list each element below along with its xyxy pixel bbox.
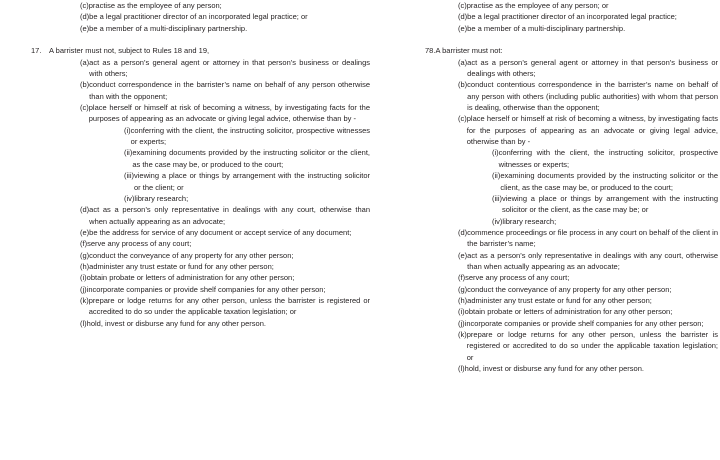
list-item xyxy=(360,57,720,80)
list-item xyxy=(360,79,720,113)
list-item-text: serve any process of any court; xyxy=(87,239,192,249)
list-item xyxy=(0,250,380,261)
list-item xyxy=(360,363,720,374)
sub-list-item xyxy=(360,170,720,193)
list-item-marker: (a) xyxy=(458,57,468,67)
list-item-text: conduct the conveyance of any property for any other person; xyxy=(89,250,294,260)
list-item-text: be a member of a multi-disciplinary partnership. xyxy=(467,23,626,33)
list-item xyxy=(0,295,380,318)
list-item xyxy=(0,261,380,272)
list-item-text: place herself or himself at risk of becoming a witness, by investigating facts for the purposes of appearing as an advocate or giving legal advice, otherwise than by - xyxy=(88,103,370,124)
list-item-text: conduct correspondence in the barrister’s name on behalf of any person otherwise than with the opponent; xyxy=(89,80,370,101)
sub-list-item xyxy=(0,170,380,193)
list-item-marker: (l) xyxy=(80,318,87,328)
rule-lead-in: A barrister must not, subject to Rules 18 and 19, xyxy=(49,46,210,56)
list-item xyxy=(360,113,720,147)
sub-list-item-text: examining documents provided by the instructing solicitor or the client, as the case may be, or produced to the court; xyxy=(132,148,370,169)
list-item-text: conduct the conveyance of any property for any other person; xyxy=(467,284,672,294)
list-item-text: place herself or himself at risk of becoming a witness, by investigating facts for the purposes of appearing as an advocate or giving legal advice, otherwise than by - xyxy=(466,114,718,147)
list-item xyxy=(0,238,380,249)
list-item xyxy=(0,204,380,227)
list-item xyxy=(360,250,720,273)
sub-list-item-marker: (iii) xyxy=(124,171,134,181)
rule-heading xyxy=(0,45,380,56)
list-item-marker: (c) xyxy=(80,103,89,113)
sub-list-item-marker: (iii) xyxy=(492,193,502,203)
list-item-marker: (h) xyxy=(458,295,468,305)
list-item-text: practise as the employee of any person; or xyxy=(466,1,609,10)
list-item-marker: (i) xyxy=(80,273,87,283)
list-item xyxy=(360,11,720,22)
sub-list-item-text: conferring with the client, the instructing solicitor, prospective witnesses or experts; xyxy=(498,148,718,169)
sub-list-item xyxy=(360,193,720,216)
list-item xyxy=(0,23,380,34)
sub-list-item-text: conferring with the client, the instructing solicitor, prospective witnesses or experts; xyxy=(130,125,370,147)
list-item-marker: (f) xyxy=(458,273,466,283)
list-item-text: act as a person’s only representative in dealings with any court, otherwise than when actually appearing as an advocate; xyxy=(89,205,370,226)
sub-list-item-text: viewing a place or things by arrangement with the instructing solicitor or the client; or xyxy=(134,171,370,192)
list-item-text: commence proceedings or file process in any court on behalf of the client in the barrister’s name; xyxy=(467,227,718,249)
list-item-text: obtain probate or letters of administration for any other person; xyxy=(86,273,295,283)
list-item-marker: (e) xyxy=(80,23,90,33)
list-item-text: act as a person’s general agent or attorney in that person’s business or dealings with others; xyxy=(89,57,370,79)
sub-list-item xyxy=(0,125,380,148)
list-item xyxy=(360,318,720,329)
sub-list-item-text: viewing a place or things by arrangement with the instructing solicitor or the client, as the case may be; or xyxy=(502,193,718,215)
list-item-marker: (h) xyxy=(80,261,90,271)
list-item-text: prepare or lodge returns for any other person, unless the barrister is registered or accredited to do so under the applicable taxation legislation; or xyxy=(88,295,370,317)
list-item xyxy=(360,295,720,306)
sub-list-item-text: examining documents provided by the instructing solicitor or the client, as the case may be, or produced to the court; xyxy=(500,171,718,192)
list-item xyxy=(0,272,380,283)
list-item-text: practise as the employee of any person; xyxy=(88,1,222,10)
list-item-marker: (b) xyxy=(80,80,90,90)
sub-list-item-marker: (i) xyxy=(492,148,499,158)
list-item xyxy=(360,329,720,363)
list-item-text: be the address for service of any document or accept service of any document; xyxy=(89,227,352,237)
list-item-marker: (l) xyxy=(458,364,465,373)
list-item-marker: (d) xyxy=(80,12,90,22)
list-item xyxy=(0,284,380,295)
list-item-text: administer any trust estate or fund for any other person; xyxy=(467,295,652,305)
list-item xyxy=(360,23,720,34)
list-item-text: be a legal practitioner director of an incorporated legal practice; xyxy=(467,12,677,22)
list-item xyxy=(360,0,720,11)
list-item-marker: (j) xyxy=(458,318,465,328)
list-item-text: incorporate companies or provide shelf companies for any other person; xyxy=(464,318,704,328)
sub-list-item xyxy=(0,193,380,204)
list-item-marker: (g) xyxy=(458,284,468,294)
list-item-marker: (k) xyxy=(80,295,89,305)
list-item-text: act as a person’s general agent or attorney in that person’s business or dealings with others; xyxy=(467,57,718,79)
list-item-marker: (e) xyxy=(458,23,468,33)
list-item xyxy=(0,227,380,238)
list-item-marker: (b) xyxy=(458,80,468,90)
list-item-text: act as a person’s only representative in dealings with any court, otherwise than when actually appearing as an advocate; xyxy=(467,250,718,271)
list-item-marker: (c) xyxy=(458,114,467,124)
list-item-text: hold, invest or disburse any fund for any other person. xyxy=(86,318,266,328)
list-item-text: incorporate companies or provide shelf companies for any other person; xyxy=(86,284,326,294)
paragraph-gap xyxy=(0,34,380,45)
list-item-text: be a legal practitioner director of an incorporated legal practice; or xyxy=(89,12,308,22)
rule-lead-in: A barrister must not: xyxy=(435,46,503,56)
list-item xyxy=(0,11,380,22)
sub-list-item-marker: (i) xyxy=(124,125,131,135)
list-item-marker: (i) xyxy=(458,307,465,317)
list-item-marker: (d) xyxy=(458,227,468,237)
list-item xyxy=(0,318,380,329)
rule-number: 17. xyxy=(31,46,42,56)
sub-list-item xyxy=(0,147,380,170)
list-item-marker: (e) xyxy=(458,250,468,260)
list-item-marker: (f) xyxy=(80,239,88,249)
list-item-text: prepare or lodge returns for any other person, unless the barrister is registered or accredited to do so under the applicable taxation legislation; or xyxy=(466,329,718,362)
list-item xyxy=(360,272,720,283)
sub-list-item-text: library research; xyxy=(134,193,189,203)
rule-number: 78. xyxy=(425,46,436,56)
list-item-text: conduct contentious correspondence in the barrister’s name on behalf of any person with others (including public authorities) with whom that person is dealing, otherwise than the opponent; xyxy=(467,80,718,113)
list-item-marker: (k) xyxy=(458,329,467,339)
list-item xyxy=(0,102,380,125)
list-item xyxy=(0,0,380,11)
list-item-text: administer any trust estate or fund for any other person; xyxy=(89,261,274,271)
list-item-marker: (c) xyxy=(458,1,467,10)
list-item-marker: (j) xyxy=(80,284,87,294)
column-left xyxy=(0,0,380,329)
paragraph-gap xyxy=(360,34,720,45)
sub-list-item-marker: (ii) xyxy=(124,148,133,158)
sub-list-item-marker: (iv) xyxy=(124,193,135,203)
list-item xyxy=(360,306,720,317)
sub-list-item xyxy=(360,147,720,170)
list-item xyxy=(0,79,380,102)
list-item-marker: (d) xyxy=(80,205,90,215)
list-item-marker: (a) xyxy=(80,57,90,67)
list-item-text: serve any process of any court; xyxy=(465,273,570,283)
list-item-marker: (g) xyxy=(80,250,90,260)
list-item xyxy=(0,57,380,80)
list-item-marker: (d) xyxy=(458,12,468,22)
sub-list-item xyxy=(360,216,720,227)
list-item-marker: (c) xyxy=(80,1,89,10)
sub-list-item-marker: (ii) xyxy=(492,171,501,181)
list-item-marker: (e) xyxy=(80,227,90,237)
list-item-text: hold, invest or disburse any fund for any other person. xyxy=(464,364,644,373)
list-item-text: obtain probate or letters of administration for any other person; xyxy=(464,307,673,317)
column-right xyxy=(360,0,720,374)
sub-list-item-text: library research; xyxy=(502,216,557,226)
sub-list-item-marker: (iv) xyxy=(492,216,503,226)
list-item xyxy=(360,284,720,295)
rule-heading xyxy=(360,45,720,56)
list-item xyxy=(360,227,720,250)
list-item-text: be a member of a multi-disciplinary partnership. xyxy=(89,23,248,33)
